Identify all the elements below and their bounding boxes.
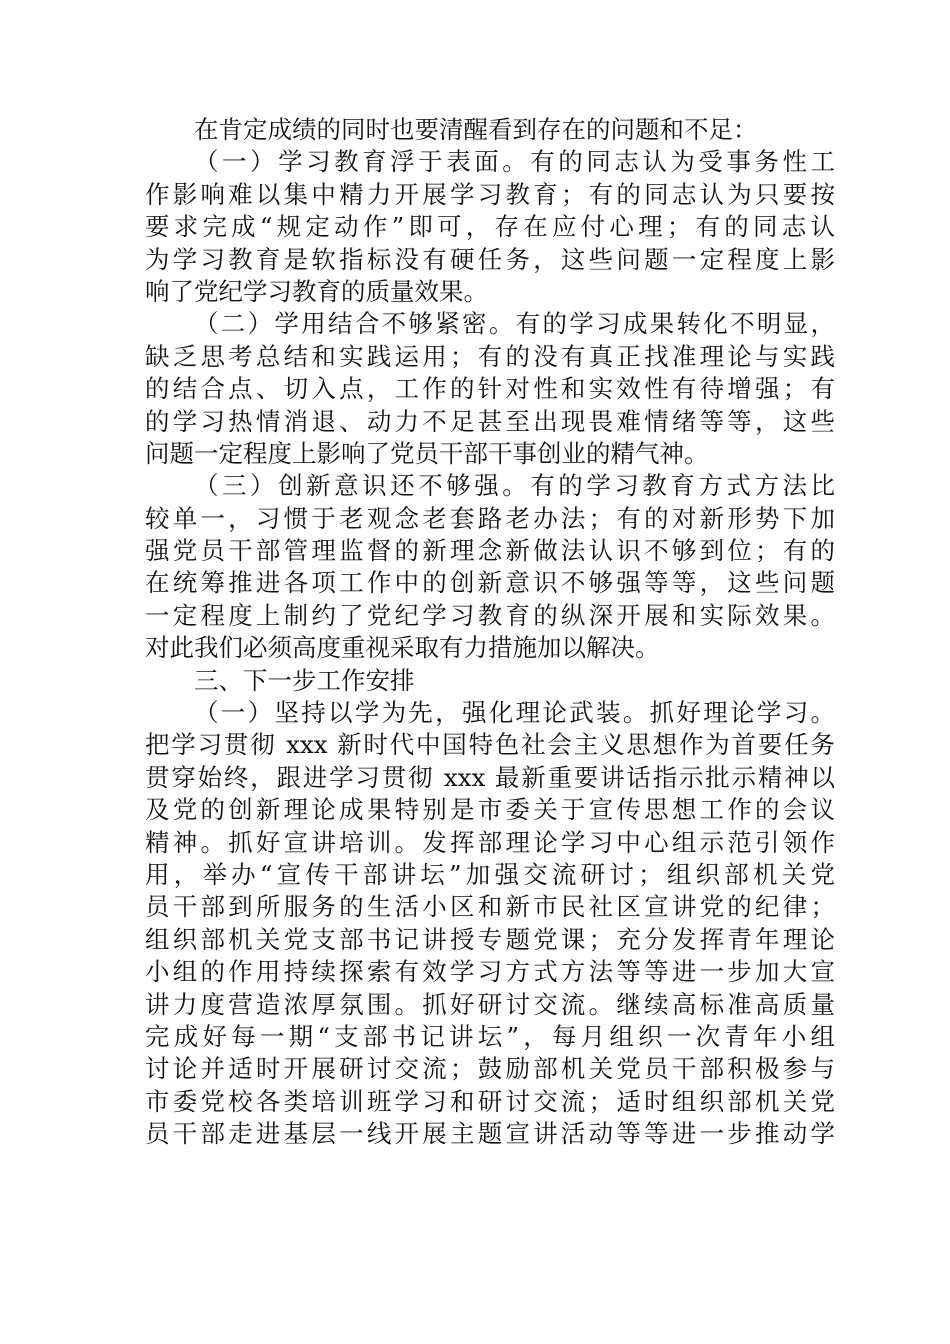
paragraph-problem-2-line: 的结合点、切入点，工作的针对性和实效性有待增强；有 xyxy=(145,374,835,404)
paragraph-problem-3-line: （三）创新意识还不够强。有的学习教育方式方法比 xyxy=(194,471,835,501)
paragraph-problem-1-line: 为学习教育是软指标没有硬任务，这些问题一定程度上影 xyxy=(145,244,835,274)
paragraph-problem-1-line: 要求完成“规定动作”即可，存在应付心理；有的同志认 xyxy=(145,212,835,242)
paragraph-problem-3-line: 一定程度上制约了党纪学习教育的纵深开展和实际效果。 xyxy=(145,600,835,630)
paragraph-plan-1-line: 完成好每一期“支部书记讲坛”，每月组织一次青年小组 xyxy=(145,1021,835,1051)
paragraph-plan-1-line: 精神。抓好宣讲培训。发挥部理论学习中心组示范引领作 xyxy=(145,827,835,857)
paragraph-plan-1-line: 讲力度营造浓厚氛围。抓好研讨交流。继续高标准高质量 xyxy=(145,989,835,1019)
paragraph-problem-3-line: 较单一，习惯于老观念老套路老办法；有的对新形势下加 xyxy=(145,503,835,533)
paragraph-problem-3-line: 强党员干部管理监督的新理念新做法认识不够到位；有的 xyxy=(145,536,835,566)
paragraph-problem-3-line: 对此我们必须高度重视采取有力措施加以解决。 xyxy=(145,633,660,663)
paragraph-problem-2-line: 问题一定程度上影响了党员干部干事创业的精气神。 xyxy=(145,438,709,468)
paragraph-plan-1-line: 员干部到所服务的生活小区和新市民社区宣讲党的纪律； xyxy=(145,892,835,922)
paragraph-plan-1-line: 组织部机关党支部书记讲授专题党课；充分发挥青年理论 xyxy=(145,924,835,954)
paragraph-problem-1-line: （一）学习教育浮于表面。有的同志认为受事务性工 xyxy=(194,147,835,177)
paragraph-problem-2-line: 缺乏思考总结和实践运用；有的没有真正找准理论与实践 xyxy=(145,341,835,371)
paragraph-plan-1-line: 贯穿始终，跟进学习贯彻 xxx 最新重要讲话指示批示精神以 xyxy=(145,762,835,792)
paragraph-problem-2-line: （二）学用结合不够紧密。有的学习成果转化不明显， xyxy=(194,309,835,339)
section-heading: 三、下一步工作安排 xyxy=(194,665,415,695)
paragraph-intro-line: 在肯定成绩的同时也要清醒看到存在的问题和不足： xyxy=(194,115,758,144)
paragraph-plan-1-line: （一）坚持以学为先，强化理论武装。抓好理论学习。 xyxy=(194,698,835,728)
paragraph-plan-1-line: 用，举办“宣传干部讲坛”加强交流研讨；组织部机关党 xyxy=(145,859,835,889)
paragraph-plan-1-line: 员干部走进基层一线开展主题宣讲活动等等进一步推动学 xyxy=(145,1119,835,1149)
document-body xyxy=(145,114,835,1151)
paragraph-problem-3-line: 在统筹推进各项工作中的创新意识不够强等等，这些问题 xyxy=(145,568,835,598)
paragraph-plan-1-line: 及党的创新理论成果特别是市委关于宣传思想工作的会议 xyxy=(145,795,835,825)
paragraph-problem-1-line: 作影响难以集中精力开展学习教育；有的同志认为只要按 xyxy=(145,179,835,209)
paragraph-plan-1-line: 市委党校各类培训班学习和研讨交流；适时组织部机关党 xyxy=(145,1086,835,1116)
paragraph-problem-2-line: 的学习热情消退、动力不足甚至出现畏难情绪等等，这些 xyxy=(145,406,835,436)
paragraph-plan-1-line: 小组的作用持续探索有效学习方式方法等等进一步加大宣 xyxy=(145,957,835,987)
paragraph-problem-1-line: 响了党纪学习教育的质量效果。 xyxy=(145,276,488,306)
paragraph-plan-1-line: 把学习贯彻 xxx 新时代中国特色社会主义思想作为首要任务 xyxy=(145,730,835,760)
paragraph-plan-1-line: 讨论并适时开展研讨交流；鼓励部机关党员干部积极参与 xyxy=(145,1054,835,1084)
